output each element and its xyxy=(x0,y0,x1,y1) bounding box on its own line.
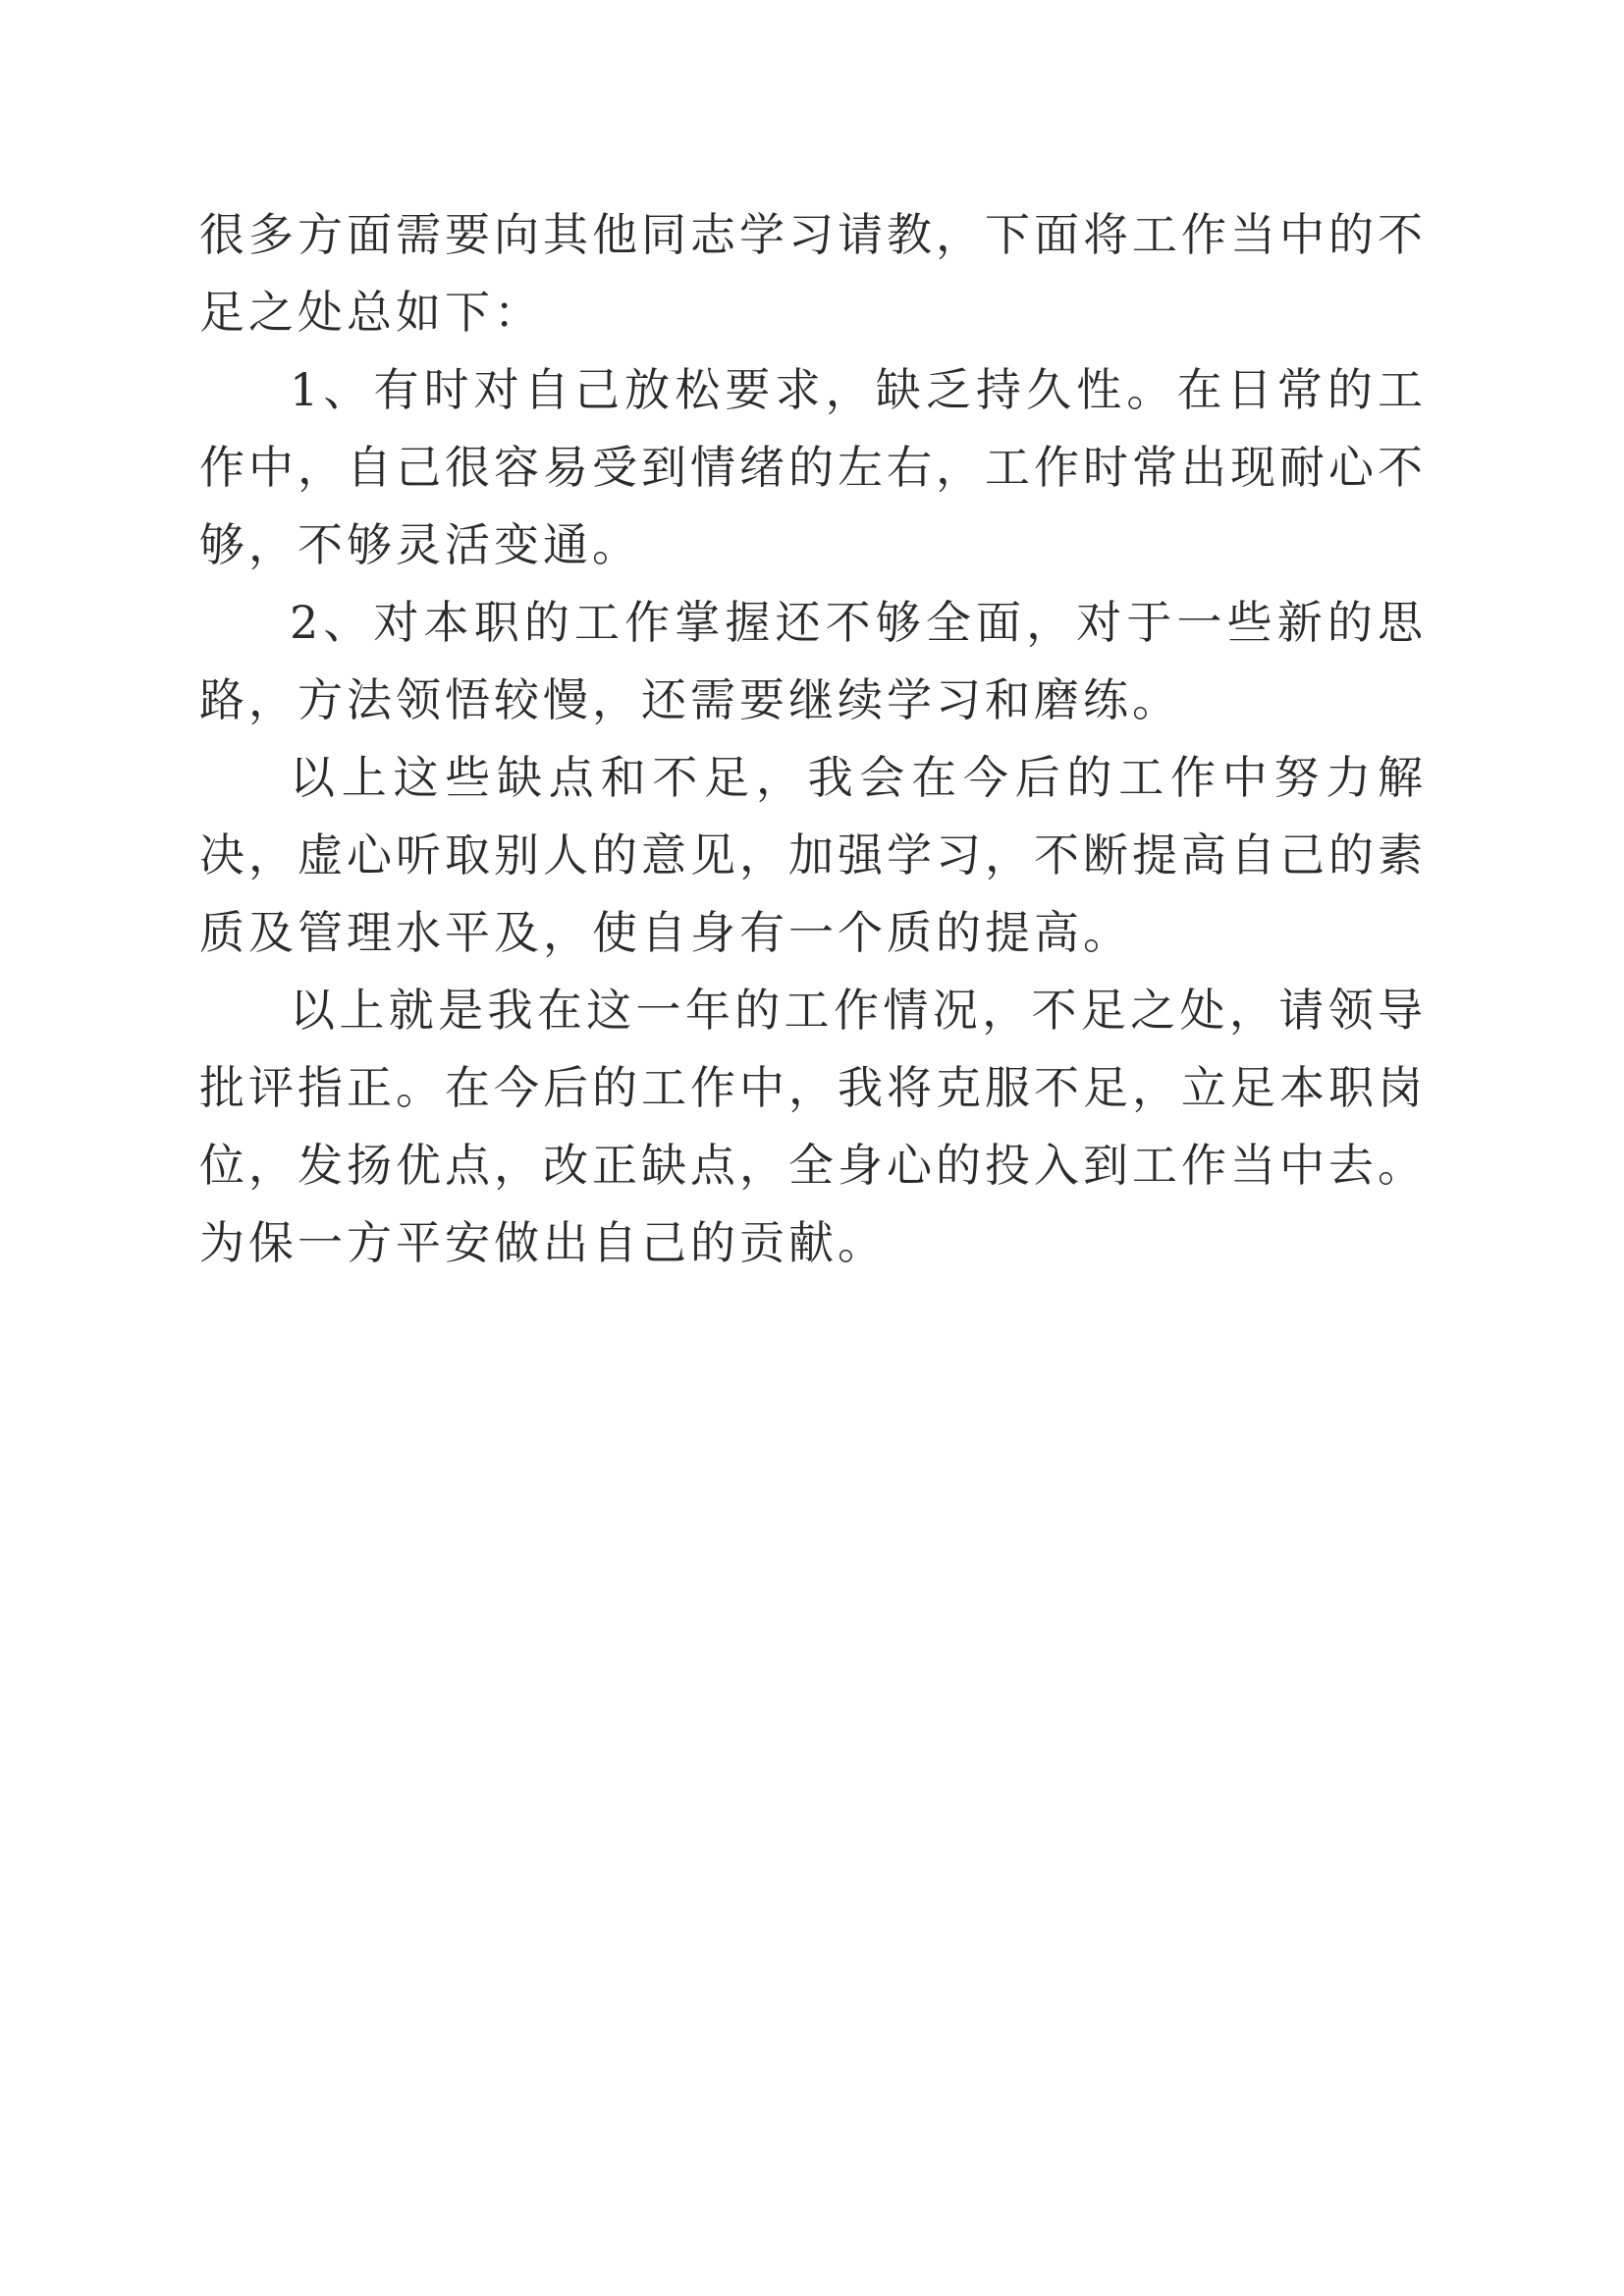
paragraph-conclusion: 以上就是我在这一年的工作情况，不足之处，请领导批评指正。在今后的工作中，我将克服不足，立足本职岗位，发扬优点，改正缺点，全身心的投入到工作当中去。为保一方平安做出自己的贡献。 xyxy=(199,984,1427,1269)
document-body xyxy=(199,196,1427,1282)
paragraph-continuation: 很多方面需要向其他同志学习请教，下面将工作当中的不足之处总如下： xyxy=(199,208,1427,339)
paragraph-item-1: 1、有时对自己放松要求，缺乏持久性。在日常的工作中，自己很容易受到情绪的左右，工作时常出现耐心不够，不够灵活变通。 xyxy=(199,363,1427,571)
paragraph-item-2: 2、对本职的工作掌握还不够全面，对于一些新的思路，方法领悟较慢，还需要继续学习和磨练。 xyxy=(199,596,1427,726)
paragraph-improvement: 以上这些缺点和不足，我会在今后的工作中努力解决，虚心听取别人的意见，加强学习，不断提高自己的素质及管理水平及，使自身有一个质的提高。 xyxy=(199,751,1427,959)
